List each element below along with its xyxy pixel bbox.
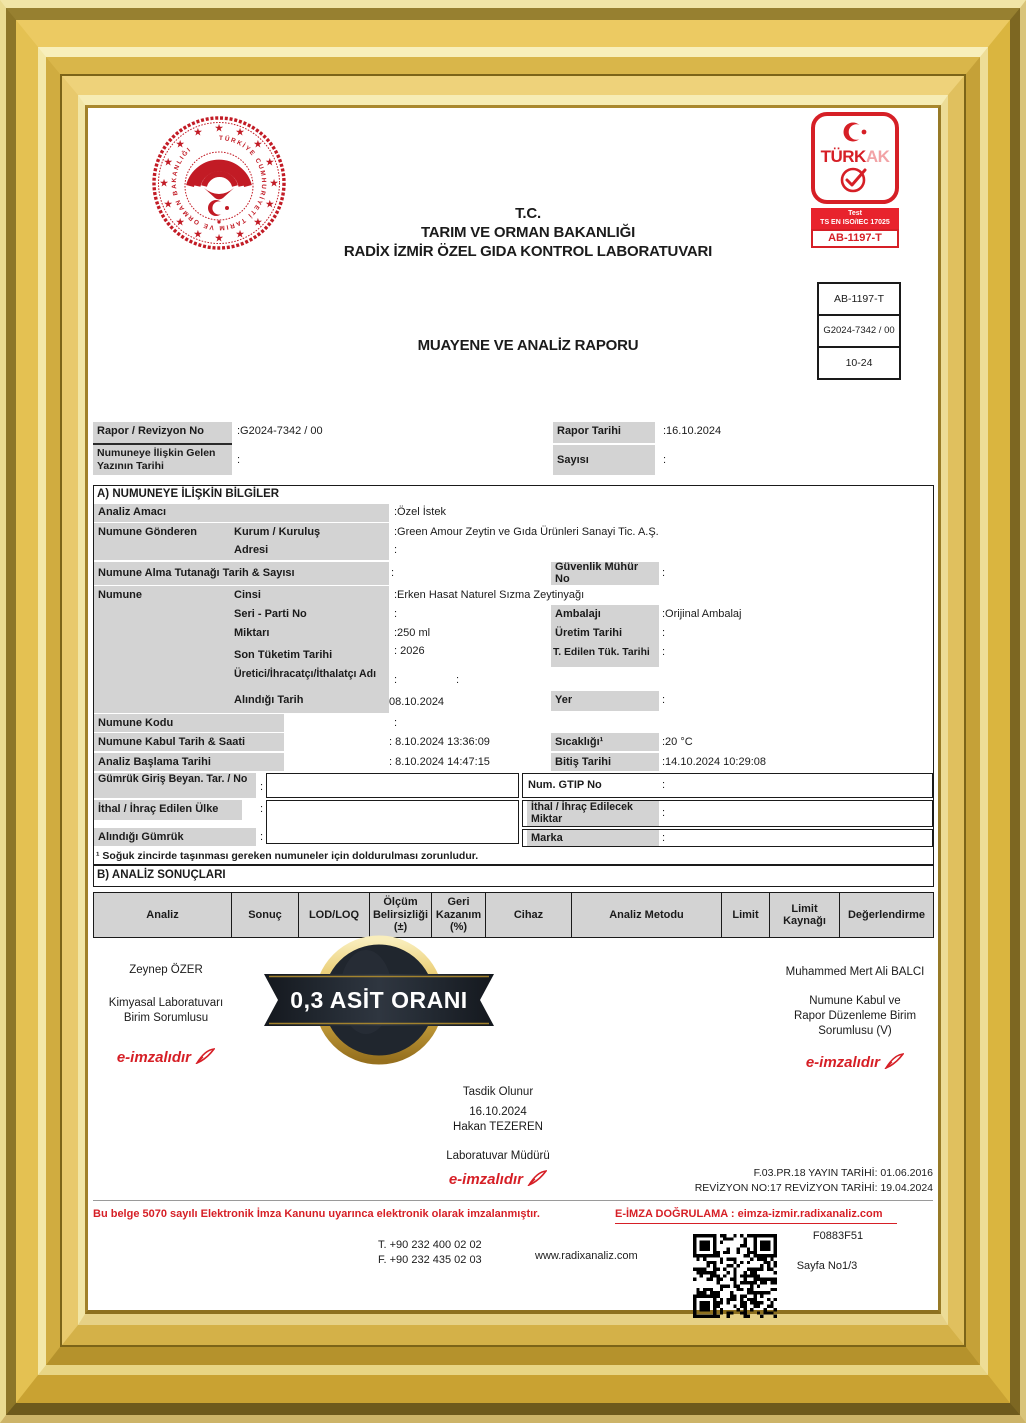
signer-role: Numune Kabul ve xyxy=(809,995,901,1007)
signer-role: Laboratuvar Müdürü xyxy=(446,1150,550,1162)
col-analiz: Analiz xyxy=(146,908,179,921)
svg-text:★: ★ xyxy=(159,178,169,188)
verify-link[interactable]: E-İMZA DOĞRULAMA : eimza-izmir.radixanaliz.com xyxy=(615,1208,897,1224)
turkak-check-icon xyxy=(838,165,872,195)
qr-code xyxy=(693,1234,777,1318)
phone-t: T. +90 232 400 02 02 xyxy=(378,1239,482,1251)
svg-text:★: ★ xyxy=(269,178,279,188)
ref-box-report-no: G2024-7342 / 00 xyxy=(817,314,901,348)
turkak-brand: TÜRKAK xyxy=(820,147,890,166)
signer-name: Hakan TEZEREN xyxy=(453,1121,543,1133)
approval-date: 16.10.2024 xyxy=(469,1106,527,1118)
doc-code: F0883F51 xyxy=(812,1230,864,1242)
signer-role: Kimyasal Laboratuvarı xyxy=(108,997,224,1009)
legal-text: Bu belge 5070 sayılı Elektronik İmza Kanunu uyarınca elektronik olarak imzalanmıştır. xyxy=(93,1208,540,1220)
logo-circular-text: TÜRKİYE CUMHURİYETİ TARIM VE ORMAN BAKANLIĞI xyxy=(170,134,268,232)
svg-text:★: ★ xyxy=(253,139,262,150)
quill-icon xyxy=(195,1048,215,1064)
section-a xyxy=(93,485,934,865)
svg-text:★: ★ xyxy=(176,139,185,150)
footer-divider xyxy=(93,1200,933,1201)
svg-text:★: ★ xyxy=(193,228,202,239)
section-a-title: A) NUMUNEYE İLİŞKİN BİLGİLER xyxy=(97,488,280,500)
rapor-no-value: :G2024-7342 / 00 xyxy=(237,425,323,437)
col-limit-kaynagi: Limit Kaynağı xyxy=(769,893,839,937)
row-baslama: Analiz Başlama Tarihi : 8.10.2024 14:47:15 Bitiş Tarihi :14.10.2024 10:29:08 xyxy=(94,752,933,772)
sayisi-label: Sayısı xyxy=(557,454,589,466)
footnote: ¹ Soğuk zincirde taşınması gereken numuneler için doldurulması zorunludur. xyxy=(96,850,479,862)
esign-stamp: e-imzalıdır xyxy=(96,1048,236,1065)
reference-boxes xyxy=(817,282,901,380)
col-geri-kazanim: Geri Kazanım (%) xyxy=(431,893,485,937)
turkak-code: AB-1197-T xyxy=(811,229,899,248)
turkak-badge xyxy=(811,112,903,248)
signer-name: Muhammed Mert Ali BALCI xyxy=(785,966,925,978)
row-tutanagi: Numune Alma Tutanağı Tarih & Sayısı : Güvenlik Mühür No : xyxy=(94,561,933,586)
header-lab: RADİX İZMİR ÖZEL GIDA KONTROL LABORATUVARI xyxy=(343,243,713,260)
section-b-title: B) ANALİZ SONUÇLARI xyxy=(97,869,226,881)
phone-block xyxy=(378,1238,488,1268)
col-sonuc: Sonuç xyxy=(231,893,298,937)
revision-block: F.03.PR.18 YAYIN TARİHİ: 01.06.2016 REVİZYON NO:17 REVİZYON TARİHİ: 19.04.2024 xyxy=(694,1167,933,1194)
esign-stamp: e-imzalıdır xyxy=(418,1170,578,1187)
ref-box-accreditation: AB-1197-T xyxy=(817,282,901,316)
page-number: Sayfa No1/3 xyxy=(796,1260,858,1272)
rapor-tarihi-value: :16.10.2024 xyxy=(663,425,722,437)
results-table xyxy=(93,892,934,938)
ref-box-period: 10-24 xyxy=(817,346,901,380)
badge-text: 0,3 ASİT ORANI xyxy=(290,987,468,1013)
signature-center xyxy=(418,1085,578,1187)
quill-icon xyxy=(527,1170,547,1186)
rapor-no-label: Rapor / Revizyon No xyxy=(97,425,204,437)
signature-left: Zeynep ÖZER Kimyasal Laboratuvarı Birim Sorumlusu e-imzalıdır xyxy=(96,963,236,1065)
row-footnote xyxy=(94,848,933,864)
col-limit: Limit xyxy=(721,893,769,937)
phone-f: F. +90 232 435 02 03 xyxy=(378,1254,482,1266)
col-degerlendirme: Değerlendirme xyxy=(839,893,933,937)
section-b xyxy=(93,865,934,887)
website-link[interactable]: www.radixanaliz.com xyxy=(535,1250,638,1262)
col-metot: Analiz Metodu xyxy=(571,893,721,937)
row-customs-block: Gümrük Giriş Beyan. Tar. / No : Num. GTIP No : İthal / İhraç Edilen Ülke : İthal / İhraç Edilecek Miktar : Alındığı Gümrük : Marka : xyxy=(94,772,933,848)
svg-text:★: ★ xyxy=(176,216,185,227)
row-gonderen: Numune Gönderen Kurum / Kuruluş :Green Amour Zeytin ve Gıda Ürünleri Sanayi Tic. A.Ş. xyxy=(94,523,933,542)
signature-right: Muhammed Mert Ali BALCI Numune Kabul ve Rapor Düzenleme Birim Sorumlusu (V) e-imzalıdır xyxy=(765,965,945,1070)
row-numune-block: Numune Cinsi :Erken Hasat Naturel Sızma Zeytinyağı Seri - Parti No : Ambalajı :Orijinal Ambalaj Miktarı :250 ml Üretim Tarihi : Son Tüketim Tarihi : 2026 T. Edilen Tük. Tarihi : Üretici/İhracatçı/İthalatçı Adı : : Alındığı Tarih 08.10.2024 Yer : xyxy=(94,586,933,713)
svg-text:★: ★ xyxy=(164,199,173,210)
acid-ratio-badge xyxy=(264,930,494,1070)
svg-text:★: ★ xyxy=(265,199,274,210)
turkak-crescent-icon xyxy=(840,120,870,144)
svg-text:★: ★ xyxy=(253,216,262,227)
svg-text:★: ★ xyxy=(265,156,274,167)
row-analiz-amaci: Analiz Amacı :Özel İstek xyxy=(94,504,933,523)
report-paper xyxy=(88,108,938,1310)
report-title: MUAYENE VE ANALİZ RAPORU xyxy=(417,337,639,354)
header-ministry: TARIM VE ORMAN BAKANLIĞI xyxy=(420,224,636,241)
col-cihaz: Cihaz xyxy=(485,893,571,937)
row-kabul: Numune Kabul Tarih & Saati : 8.10.2024 13:36:09 Sıcaklığı¹ :20 °C xyxy=(94,732,933,752)
svg-text:★: ★ xyxy=(164,156,173,167)
row-adresi: Adresi : xyxy=(94,542,933,561)
sayisi-value: : xyxy=(663,454,667,466)
header-tc: T.C. xyxy=(515,205,541,222)
yazi-tarihi-label: Numuneye İlişkin Gelen Yazının Tarihi xyxy=(97,447,216,472)
svg-text:★: ★ xyxy=(193,127,202,138)
col-lodloq: LOD/LOQ xyxy=(298,893,369,937)
svg-text:★: ★ xyxy=(236,127,245,138)
esign-stamp: e-imzalıdır xyxy=(765,1053,945,1070)
signer-name: Zeynep ÖZER xyxy=(129,964,203,976)
yazi-tarihi-value: : xyxy=(237,454,241,466)
turkak-band: Test TS EN ISO/IEC 17025 xyxy=(811,208,899,229)
approval-line: Tasdik Olunur xyxy=(462,1086,534,1098)
col-belirsizlik: Ölçüm Belirsizliği (±) xyxy=(369,893,431,937)
svg-text:★: ★ xyxy=(214,123,224,133)
svg-text:★: ★ xyxy=(214,233,224,243)
rapor-tarihi-label: Rapor Tarihi xyxy=(557,425,621,437)
row-numune-kodu: Numune Kodu : xyxy=(94,713,933,732)
quill-icon xyxy=(884,1053,904,1069)
svg-text:★: ★ xyxy=(236,228,245,239)
